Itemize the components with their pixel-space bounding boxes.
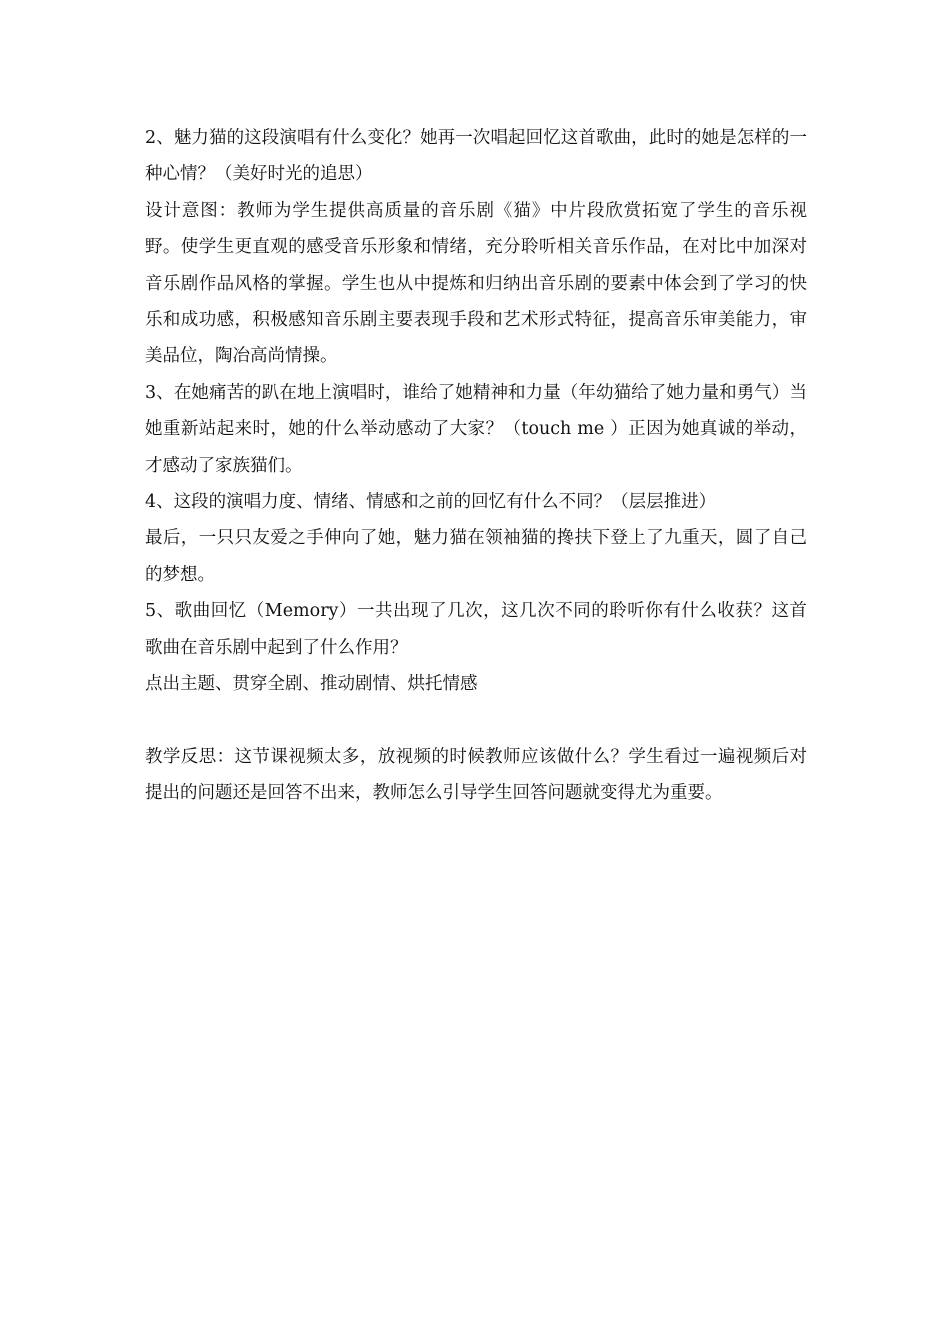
question-5-paragraph: 5、歌曲回忆（Memory）一共出现了几次，这几次不同的聆听你有什么收获？这首歌曲在音乐剧中起到了什么作用？ bbox=[145, 601, 807, 658]
paragraph-spacer bbox=[145, 703, 807, 739]
finale-paragraph: 最后，一只只友爱之手伸向了她，魅力猫在领袖猫的搀扶下登上了九重天，圆了自己的梦想。 bbox=[145, 528, 807, 585]
document-body bbox=[145, 120, 807, 811]
question-2-paragraph: 2、魅力猫的这段演唱有什么变化？她再一次唱起回忆这首歌曲，此时的她是怎样的一种心情？（美好时光的追思） bbox=[145, 128, 807, 185]
teaching-reflection-paragraph: 教学反思：这节课视频太多，放视频的时候教师应该做什么？学生看过一遍视频后对提出的问题还是回答不出来，教师怎么引导学生回答问题就变得尤为重要。 bbox=[145, 746, 807, 803]
design-intent-paragraph: 设计意图：教师为学生提供高质量的音乐剧《猫》中片段欣赏拓宽了学生的音乐视野。使学生更直观的感受音乐形象和情绪，充分聆听相关音乐作品，在对比中加深对音乐剧作品风格的掌握。学生也从中提炼和归纳出音乐剧的要素中体会到了学习的快乐和成功感，积极感知音乐剧主要表现手段和艺术形式特征，提高音乐审美能力，审美品位，陶冶高尚情操。 bbox=[145, 200, 807, 367]
question-4-paragraph: 4、这段的演唱力度、情绪、情感和之前的回忆有什么不同？（层层推进） bbox=[145, 492, 717, 513]
question-3-paragraph: 3、在她痛苦的趴在地上演唱时，谁给了她精神和力量（年幼猫给了她力量和勇气）当她重新站起来时，她的什么举动感动了大家？（touch me ）正因为她真诚的举动，才感动了家族猫们。 bbox=[145, 382, 807, 476]
answer-5-paragraph: 点出主题、贯穿全剧、推动剧情、烘托情感 bbox=[145, 674, 478, 695]
